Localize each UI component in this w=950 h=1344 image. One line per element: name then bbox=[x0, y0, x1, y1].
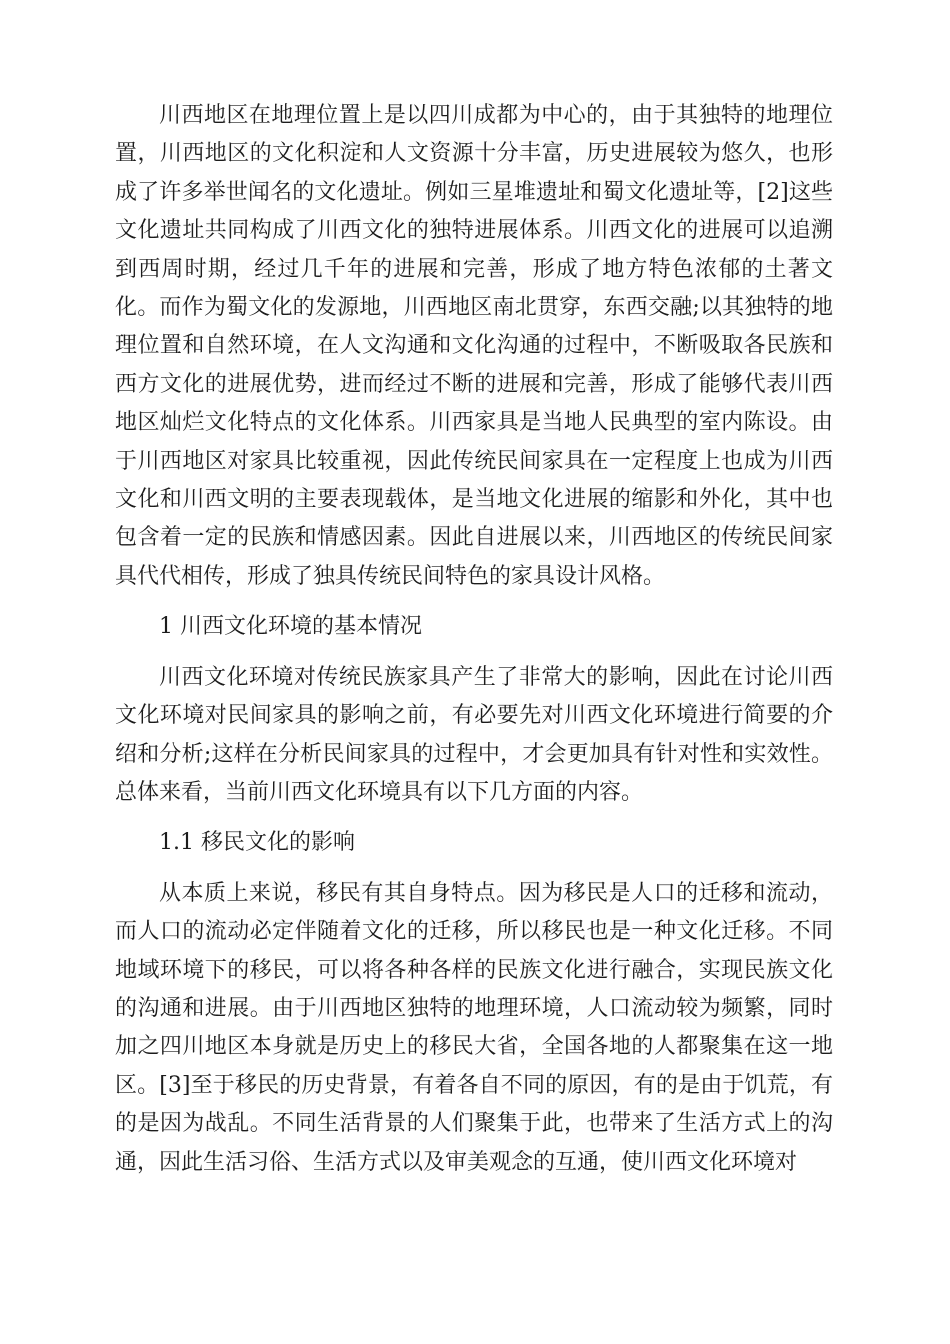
document-page bbox=[115, 97, 833, 1194]
intro-paragraph: 川西地区在地理位置上是以四川成都为中心的，由于其独特的地理位置，川西地区的文化积淀和人文资源十分丰富，历史进展较为悠久，也形成了许多举世闻名的文化遗址。例如三星堆遗址和蜀文化遗址等，[2]这些文化遗址共同构成了川西文化的独特进展体系。川西文化的进展可以追溯到西周时期，经过几千年的进展和完善，形成了地方特色浓郁的土著文化。而作为蜀文化的发源地，川西地区南北贯穿，东西交融;以其独特的地理位置和自然环境，在人文沟通和文化沟通的过程中，不断吸取各民族和西方文化的进展优势，进而经过不断的进展和完善，形成了能够代表川西地区灿烂文化特点的文化体系。川西家具是当地人民典型的室内陈设。由于川西地区对家具比较重视，因此传统民间家具在一定程度上也成为川西文化和川西文明的主要表现载体，是当地文化进展的缩影和外化，其中也包含着一定的民族和情感因素。因此自进展以来，川西地区的传统民间家具代代相传，形成了独具传统民间特色的家具设计风格。 bbox=[115, 103, 833, 589]
section-1-1-paragraph: 从本质上来说，移民有其自身特点。因为移民是人口的迁移和流动，而人口的流动必定伴随着文化的迁移，所以移民也是一种文化迁移。不同地域环境下的移民，可以将各种各样的民族文化进行融合，实现民族文化的沟通和进展。由于川西地区独特的地理环境，人口流动较为频繁，同时加之四川地区本身就是历史上的移民大省，全国各地的人都聚集在这一地区。[3]至于移民的历史背景，有着各自不同的原因，有的是由于饥荒，有的是因为战乱。不同生活背景的人们聚集于此，也带来了生活方式上的沟通，因此生活习俗、生活方式以及审美观念的互通，使川西文化环境对 bbox=[115, 880, 833, 1175]
section-1-paragraph: 川西文化环境对传统民族家具产生了非常大的影响，因此在讨论川西文化环境对民间家具的影响之前，有必要先对川西文化环境进行简要的介绍和分析;这样在分析民间家具的过程中，才会更加具有针对性和实效性。总体来看，当前川西文化环境具有以下几方面的内容。 bbox=[115, 664, 833, 805]
section-heading-1: 1 川西文化环境的基本情况 bbox=[159, 614, 422, 640]
section-heading-1-1: 1.1 移民文化的影响 bbox=[159, 830, 355, 856]
